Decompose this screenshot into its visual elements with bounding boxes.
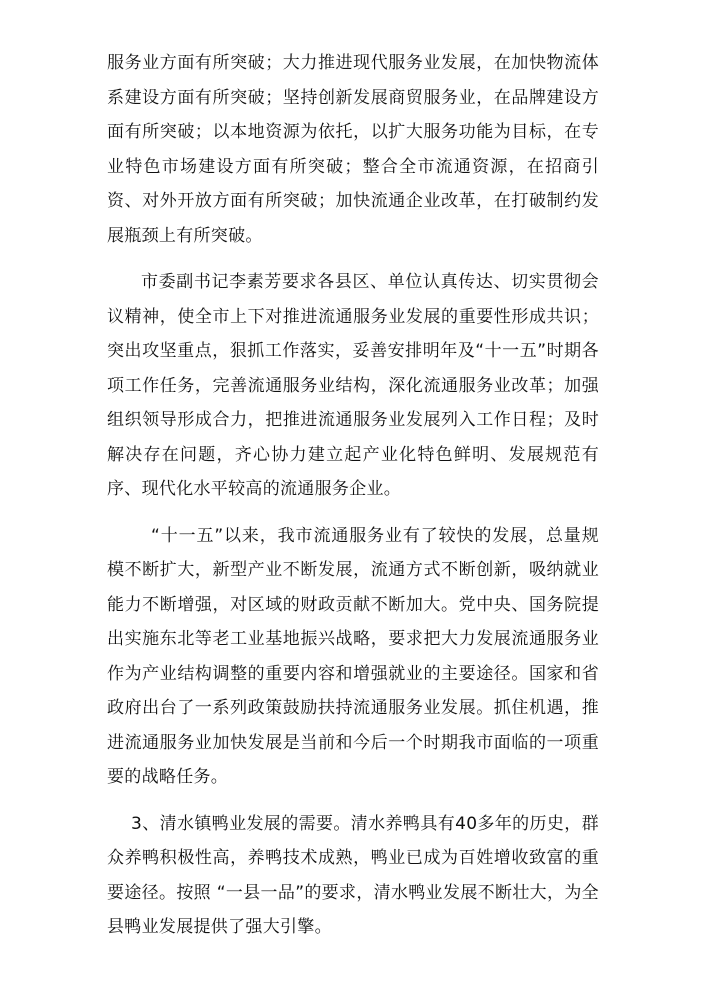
paragraph-qingshui-duck-industry: 3、清水镇鸭业发展的需要。清水养鸭具有40多年的历史，群众养鸭积极性高，养鸭技术成熟，鸭业已成为百姓增收致富的重要途径。按照 “一县一品”的要求，清水鸭业发展不断壮大，为全县鸭业发展提供了强大引擎。 <box>107 813 599 937</box>
document-body <box>107 46 599 957</box>
paragraph-deputy-secretary-requirements: 市委副书记李素芳要求各县区、单位认真传达、切实贯彻会议精神，使全市上下对推进流通服务业发展的重要性形成共识；突出攻坚重点，狠抓工作落实，妥善安排明年及“十一五”时期各项工作任务，完善流通服务业结构，深化流通服务业改革；加强组织领导形成合力，把推进流通服务业发展列入工作日程；及时解决存在问题，齐心协力建立起产业化特色鲜明、发展规范有序、现代化水平较高的流通服务企业。 <box>107 272 599 499</box>
paragraph-eleventh-five-year-development: “十一五”以来，我市流通服务业有了较快的发展，总量规模不断扩大，新型产业不断发展，流通方式不断创新，吸纳就业能力不断增强，对区域的财政贡献不断加大。党中央、国务院提出实施东北等老工业基地振兴战略，要求把大力发展流通服务业作为产业结构调整的重要内容和增强就业的主要途径。国家和省政府出台了一系列政策鼓励扶持流通服务业发展。抓住机遇，推进流通服务业加快发展是当前和今后一个时期我市面临的一项重要的战略任务。 <box>107 525 599 787</box>
paragraph-service-breakthroughs: 服务业方面有所突破；大力推进现代服务业发展，在加快物流体系建设方面有所突破；坚持创新发展商贸服务业，在品牌建设方面有所突破；以本地资源为依托，以扩大服务功能为目标，在专业特色市场建设方面有所突破；整合全市流通资源，在招商引资、对外开放方面有所突破；加快流通企业改革，在打破制约发展瓶颈上有所突破。 <box>107 53 599 246</box>
